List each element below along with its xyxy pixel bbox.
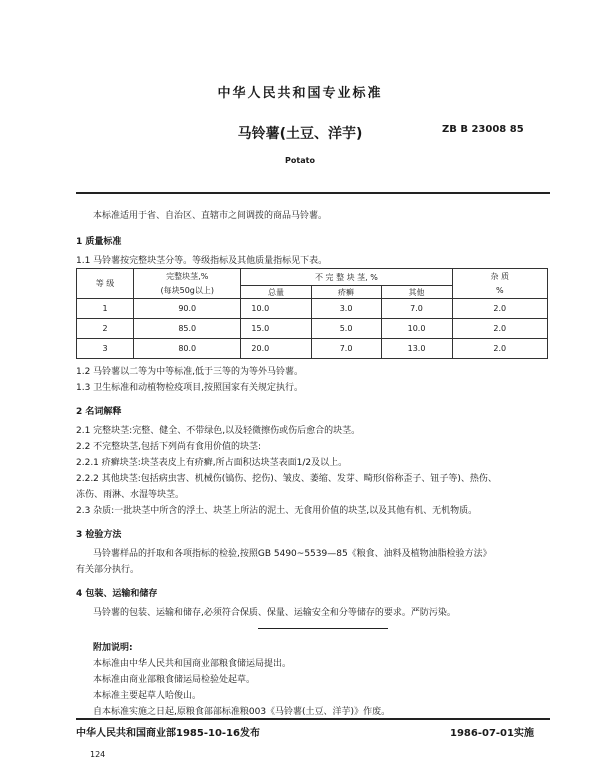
col-header-whole-note: (每块50g以上) xyxy=(160,285,214,295)
cell-other: 13.0 xyxy=(381,339,452,359)
clause-1-2: 1.2 马铃薯以二等为中等标准,低于三等的为等外马铃薯。 xyxy=(76,367,304,377)
section-4-heading: 4 包装、运输和储存 xyxy=(76,589,158,599)
effective-date: 1986-07-01实施 xyxy=(450,728,534,739)
cell-other: 7.0 xyxy=(381,299,452,319)
note-line: 本标准主要起草人哈俊山。 xyxy=(93,691,202,701)
clause-2-3: 2.3 杂质:一批块茎中所含的浮土、块茎上所沾的泥土、无食用价值的块茎,以及其他有机、无机物质。 xyxy=(76,506,478,516)
scope-paragraph: 本标准适用于省、自治区、直辖市之间调拨的商品马铃薯。 xyxy=(93,211,328,221)
method-paragraph: 马铃薯样品的扦取和各项指标的检验,按照GB 5490~5539—85《粮食、油料及植物油脂检验方法》 xyxy=(93,549,492,559)
note-line: 本标准由商业部粮食储运局检验处起草。 xyxy=(93,675,256,685)
note-line: 本标准由中华人民共和国商业部粮食储运局提出。 xyxy=(93,659,292,669)
col-header-whole-label: 完整块茎,% xyxy=(166,271,209,281)
col-header-grade: 等 级 xyxy=(77,269,134,299)
col-header-impurity-label: 杂 质 xyxy=(490,271,510,281)
footer-rule xyxy=(76,718,550,720)
cell-scab: 7.0 xyxy=(311,339,381,359)
standard-category: 中华人民共和国专业标准 xyxy=(217,86,383,101)
col-header-total: 总量 xyxy=(241,286,311,299)
section-3-heading: 3 检验方法 xyxy=(76,530,122,540)
grade-table xyxy=(76,268,548,359)
cell-scab: 5.0 xyxy=(311,319,381,339)
cell-whole: 80.0 xyxy=(134,339,241,359)
issue-date: 中华人民共和国商业部1985-10-16发布 xyxy=(76,728,260,739)
table-row xyxy=(77,339,548,359)
cell-other: 10.0 xyxy=(381,319,452,339)
page-number: 124 xyxy=(90,750,106,759)
col-header-other: 其他 xyxy=(381,286,452,299)
method-paragraph-continued: 有关部分执行。 xyxy=(76,565,140,575)
section-1-heading: 1 质量标准 xyxy=(76,237,122,247)
cell-grade: 2 xyxy=(77,319,134,339)
cell-impurity: 2.0 xyxy=(452,319,547,339)
cell-impurity: 2.0 xyxy=(452,299,547,319)
col-header-whole xyxy=(134,269,241,299)
cell-grade: 1 xyxy=(77,299,134,319)
cell-grade: 3 xyxy=(77,339,134,359)
clause-2-2-2: 2.2.2 其他块茎:包括病虫害、机械伤(镐伤、挖伤)、皱皮、萎缩、发芽、畸形(俗称歪子、钮子等)、热伤、 xyxy=(76,474,497,484)
notes-heading: 附加说明: xyxy=(93,643,133,653)
header-rule xyxy=(76,192,550,194)
cell-impurity: 2.0 xyxy=(452,339,547,359)
section-2-heading: 2 名词解释 xyxy=(76,407,122,417)
note-line: 自本标准实施之日起,原粮食部部标准粮003《马铃薯(土豆、洋芋)》作废。 xyxy=(93,707,391,717)
english-title: Potato xyxy=(285,156,315,165)
cell-total: 15.0 xyxy=(241,319,311,339)
document-title: 马铃薯(土豆、洋芋) xyxy=(237,126,363,142)
clause-1-1: 1.1 马铃薯按完整块茎分等。等级指标及其他质量指标见下表。 xyxy=(76,256,328,266)
cell-scab: 3.0 xyxy=(311,299,381,319)
notes-divider xyxy=(258,628,388,629)
cell-total: 10.0 xyxy=(241,299,311,319)
table-row xyxy=(77,319,548,339)
clause-2-2-2-continued: 冻伤、雨淋、水湿等块茎。 xyxy=(76,490,185,500)
cell-whole: 90.0 xyxy=(134,299,241,319)
standard-code: ZB B 23008 85 xyxy=(442,124,524,135)
col-header-impurity xyxy=(452,269,547,299)
clause-1-3: 1.3 卫生标准和动植物检疫项目,按照国家有关规定执行。 xyxy=(76,383,304,393)
cell-whole: 85.0 xyxy=(134,319,241,339)
col-header-scab: 疥癣 xyxy=(311,286,381,299)
col-header-impurity-unit: % xyxy=(495,285,504,295)
clause-2-2: 2.2 不完整块茎,包括下列尚有食用价值的块茎: xyxy=(76,442,262,452)
clause-2-1: 2.1 完整块茎:完整、健全、不带绿色,以及轻微擦伤或伤后愈合的块茎。 xyxy=(76,426,361,436)
packaging-paragraph: 马铃薯的包装、运输和储存,必须符合保质、保量、运输安全和分等储存的要求。严防污染。 xyxy=(93,608,456,618)
table-row xyxy=(77,299,548,319)
col-header-incomplete: 不 完 整 块 茎, % xyxy=(241,269,452,286)
clause-2-2-1: 2.2.1 疥癣块茎:块茎表皮上有疥癣,所占面积达块茎表面1/2及以上。 xyxy=(76,458,348,468)
cell-total: 20.0 xyxy=(241,339,311,359)
